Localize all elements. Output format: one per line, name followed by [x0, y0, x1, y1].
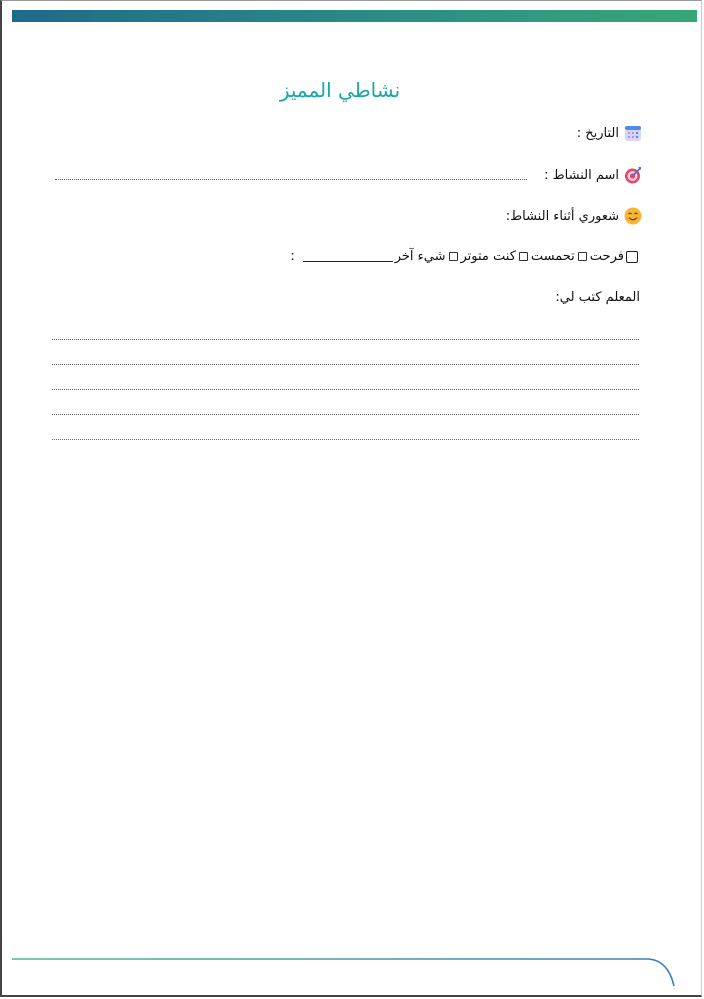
writing-line-2[interactable] [52, 364, 639, 365]
writing-line-4[interactable] [52, 414, 639, 415]
header-gradient-bar [12, 10, 697, 22]
option-happy-label: فرحت [589, 249, 624, 264]
target-icon [624, 166, 642, 184]
writing-line-1[interactable] [52, 339, 639, 340]
teacher-note-field [555, 290, 640, 305]
smiling-face-icon [624, 207, 642, 225]
activity-name-field [544, 166, 642, 184]
date-label: التاريخ : [576, 125, 619, 141]
feeling-label: شعوري أثناء النشاط: [505, 208, 619, 224]
footer-decoration [0, 940, 704, 999]
checkbox-other[interactable] [449, 252, 458, 261]
feeling-field [506, 207, 642, 225]
checkbox-happy[interactable] [626, 251, 638, 263]
writing-line-3[interactable] [52, 389, 639, 390]
teacher-label: المعلم كتب لي: [555, 290, 640, 305]
option-other-label: شيء آخر [394, 249, 446, 264]
checkbox-nervous[interactable] [519, 252, 528, 261]
date-field [577, 124, 642, 142]
option-nervous-label: كنت متوتر [460, 249, 516, 264]
checkbox-excited[interactable] [578, 252, 587, 261]
option-excited-label: تحمست [530, 249, 575, 264]
other-blank-line[interactable] [303, 251, 393, 262]
feeling-options [290, 249, 638, 264]
writing-line-5[interactable] [52, 439, 639, 440]
trailing-colon: : [290, 249, 295, 264]
calendar-icon [624, 124, 642, 142]
activity-name-input-line[interactable] [55, 179, 527, 180]
page-title: نشاطي المميز [279, 78, 401, 102]
activity-name-label: اسم النشاط : [544, 167, 619, 183]
